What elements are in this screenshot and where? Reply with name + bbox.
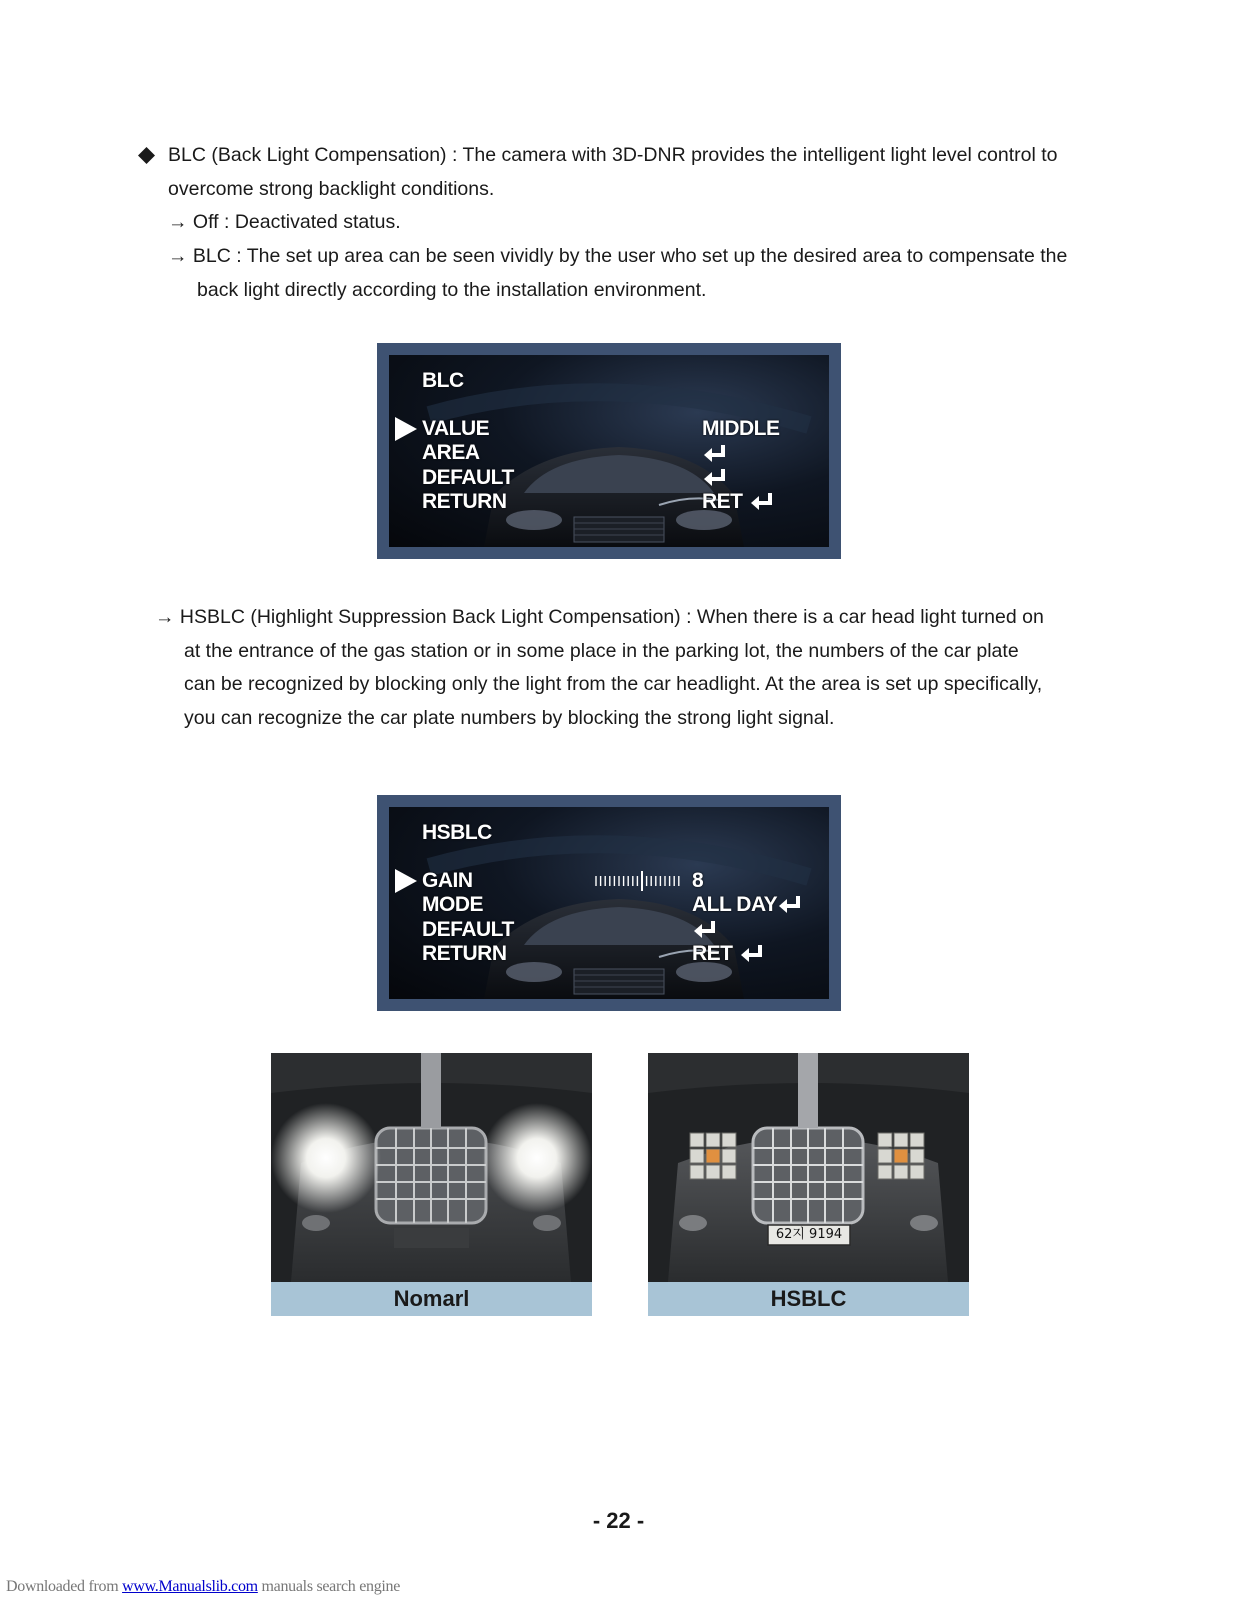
cursor-arrow-icon bbox=[395, 417, 417, 441]
blc-description-line2: overcome strong backlight conditions. bbox=[168, 178, 495, 200]
hsblc-menu-item-label[interactable]: GAIN bbox=[422, 869, 473, 892]
hsblc-menu-item-label[interactable]: RETURN bbox=[422, 942, 507, 965]
enter-icon[interactable] bbox=[703, 467, 729, 489]
blc-value-setting[interactable]: MIDDLE bbox=[702, 417, 780, 440]
page-number: - 22 - bbox=[592, 1508, 645, 1533]
enter-icon[interactable] bbox=[778, 894, 804, 916]
mode-value[interactable]: ALL DAY bbox=[692, 893, 778, 916]
footer-suffix: manuals search engine bbox=[257, 1578, 401, 1595]
hsblc-description-line3: can be recognized by blocking only the light from the car headlight. At the area is set up specifically, bbox=[184, 673, 1043, 695]
enter-icon[interactable] bbox=[750, 491, 776, 513]
blc-menu-item-label[interactable]: DEFAULT bbox=[422, 466, 514, 489]
license-plate: 62지 9194 bbox=[775, 1227, 843, 1242]
hsblc-photo bbox=[648, 1053, 969, 1317]
hsblc-description-line2: at the entrance of the gas station or in some place in the parking lot, the numbers of the car plate bbox=[184, 640, 1019, 662]
blc-menu-title: BLC bbox=[422, 369, 464, 392]
hsblc-menu-item-label[interactable]: DEFAULT bbox=[422, 918, 514, 941]
blc-option-line1: → BLC : The set up area can be seen vividly by the user who set up the desired area to compensate the bbox=[168, 245, 1068, 267]
blc-menu-item-label[interactable]: AREA bbox=[422, 441, 480, 464]
footer bbox=[6, 1578, 400, 1596]
blc-menu-item-label[interactable]: RETURN bbox=[422, 490, 507, 513]
gain-value[interactable]: 8 bbox=[692, 869, 704, 892]
enter-icon[interactable] bbox=[703, 443, 729, 465]
enter-icon[interactable] bbox=[693, 919, 719, 941]
blc-option-line2: back light directly according to the installation environment. bbox=[197, 279, 707, 301]
blc-return-value[interactable]: RET bbox=[702, 490, 743, 513]
normal-car-image bbox=[271, 1053, 592, 1282]
blc-description-line1: BLC (Back Light Compensation) : The camera with 3D-DNR provides the intelligent light level control to bbox=[168, 144, 1058, 166]
enter-icon[interactable] bbox=[740, 943, 766, 965]
normal-caption: Nomarl bbox=[271, 1282, 592, 1316]
hsblc-caption: HSBLC bbox=[648, 1282, 969, 1316]
manualslib-link[interactable]: www.Manualslib.com bbox=[122, 1578, 258, 1595]
hsblc-description-line4: you can recognize the car plate numbers by blocking the strong light signal. bbox=[184, 707, 835, 729]
diamond-bullet-icon bbox=[138, 147, 155, 164]
blc-menu-item-label[interactable]: VALUE bbox=[422, 417, 490, 440]
footer-prefix: Downloaded from bbox=[6, 1578, 123, 1595]
hsblc-menu-screenshot bbox=[377, 795, 841, 1011]
hsblc-menu-background bbox=[389, 807, 829, 999]
gain-slider[interactable] bbox=[594, 871, 684, 891]
hsblc-return-value[interactable]: RET bbox=[692, 942, 733, 965]
hsblc-car-image bbox=[648, 1053, 969, 1282]
hsblc-menu-title: HSBLC bbox=[422, 821, 492, 844]
normal-photo bbox=[271, 1053, 592, 1317]
hsblc-menu-item-label[interactable]: MODE bbox=[422, 893, 483, 916]
hsblc-description-line1: → HSBLC (Highlight Suppression Back Light Compensation) : When there is a car head light turned on bbox=[155, 606, 1044, 628]
blc-menu-background bbox=[389, 355, 829, 547]
cursor-arrow-icon bbox=[395, 869, 417, 893]
off-description: → Off : Deactivated status. bbox=[168, 211, 401, 233]
blc-menu-screenshot bbox=[377, 343, 841, 559]
